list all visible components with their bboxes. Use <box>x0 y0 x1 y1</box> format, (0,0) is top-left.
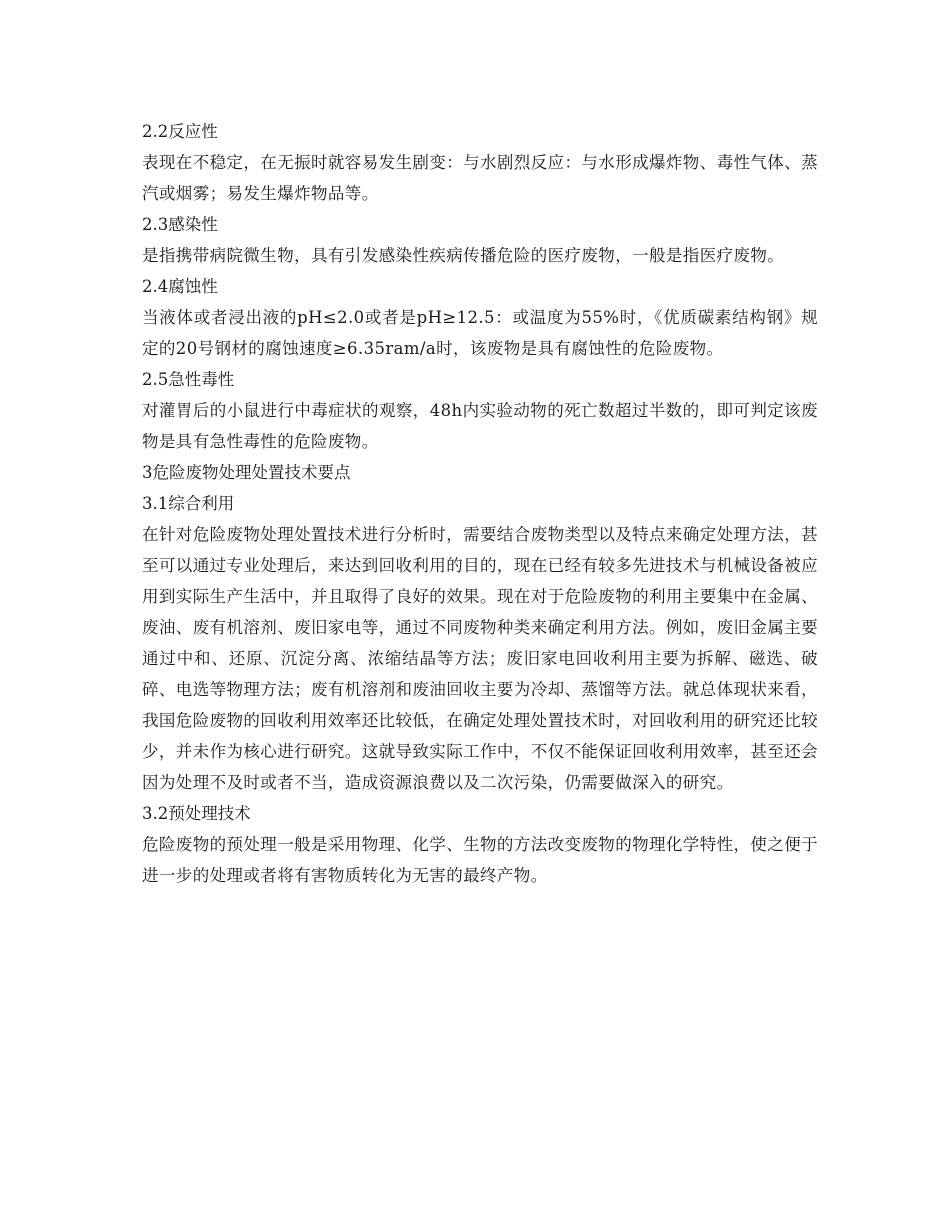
section-heading-2-3: 2.3感染性 <box>142 215 218 234</box>
paragraph-comprehensive-utilization: 在针对危险废物处理处置技术进行分析时，需要结合废物类型以及特点来确定处理方法，甚至可以通过专业处理后，来达到回收利用的目的，现在已经有较多先进技术与机械设备被应用到实际生产生活中，并且取得了良好的效果。现在对于危险废物的利用主要集中在金属、废油、废有机溶剂、废旧家电等，通过不同废物种类来确定利用方法。例如，废旧金属主要通过中和、还原、沉淀分离、浓缩结晶等方法；废旧家电回收利用主要为拆解、磁选、破碎、电选等物理方法；废有机溶剂和废油回收主要为冷却、蒸馏等方法。就总体现状来看，我国危险废物的回收利用效率还比较低，在确定处理处置技术时，对回收利用的研究还比较少，并未作为核心进行研究。这就导致实际工作中，不仅不能保证回收利用效率，甚至还会因为处理不及时或者不当，造成资源浪费以及二次污染，仍需要做深入的研究。 <box>142 525 818 792</box>
section-heading-3: 3危险废物处理处置技术要点 <box>142 463 351 482</box>
section-heading-2-5: 2.5急性毒性 <box>142 370 235 389</box>
paragraph-reactivity: 表现在不稳定，在无振时就容易发生剧变：与水剧烈反应：与水形成爆炸物、毒性气体、蒸汽或烟雾；易发生爆炸物品等。 <box>142 153 818 203</box>
paragraph-infectivity: 是指携带病院微生物，具有引发感染性疾病传播危险的医疗废物，一般是指医疗废物。 <box>142 246 785 265</box>
section-heading-3-2: 3.2预处理技术 <box>142 804 251 823</box>
section-heading-2-4: 2.4腐蚀性 <box>142 277 218 296</box>
section-heading-2-2: 2.2反应性 <box>142 122 218 141</box>
paragraph-corrosivity: 当液体或者浸出液的pH≤2.0或者是pH≥12.5：或温度为55%时，《优质碳素结构钢》规定的20号钢材的腐蚀速度≥6.35ram/a时，该废物是具有腐蚀性的危险废物。 <box>142 308 818 358</box>
paragraph-pretreatment: 危险废物的预处理一般是采用物理、化学、生物的方法改变废物的物理化学特性，使之便于进一步的处理或者将有害物质转化为无害的最终产物。 <box>142 835 818 885</box>
section-heading-3-1: 3.1综合利用 <box>142 494 235 513</box>
paragraph-acute-toxicity: 对灌胃后的小鼠进行中毒症状的观察，48h内实验动物的死亡数超过半数的，即可判定该废物是具有急性毒性的危险废物。 <box>142 401 818 451</box>
document-body <box>142 116 818 891</box>
